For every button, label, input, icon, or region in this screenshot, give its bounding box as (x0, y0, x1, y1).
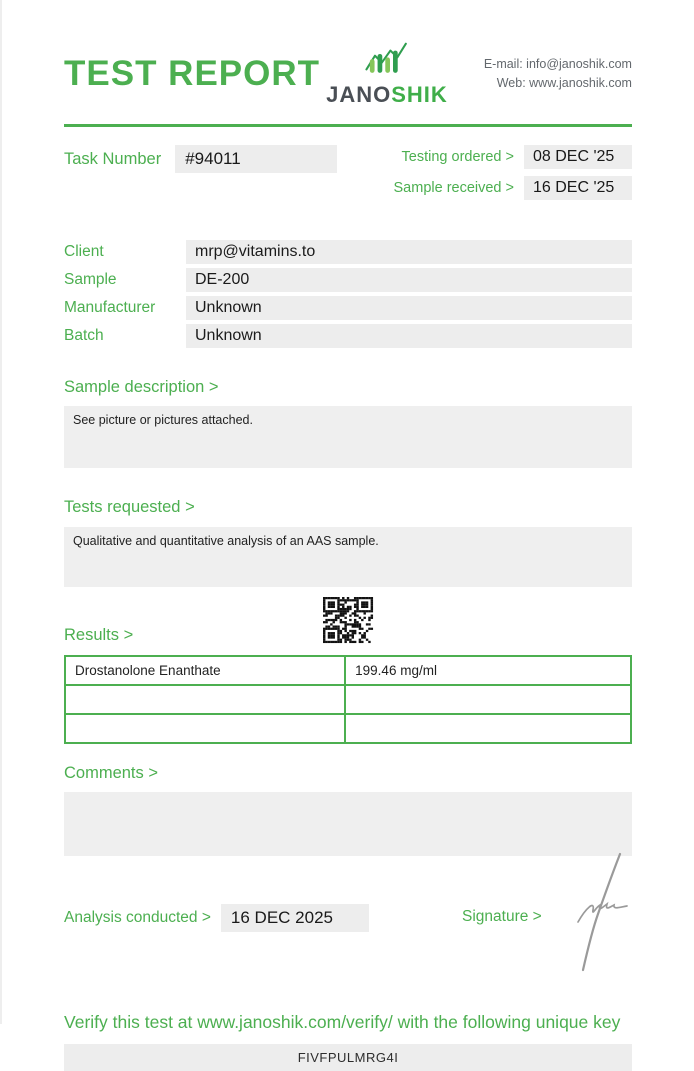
table-row (65, 685, 631, 714)
task-number-group (64, 145, 337, 173)
result-analyte: Drostanolone Enanthate (65, 656, 345, 685)
detail-row-manufacturer (64, 296, 632, 320)
result-value (345, 714, 631, 743)
signature-image (550, 848, 646, 979)
result-value: 199.46 mg/ml (345, 656, 631, 685)
footer-row (64, 870, 632, 998)
tests-requested-heading: Tests requested > (64, 498, 195, 516)
table-row (65, 656, 631, 685)
results-header (64, 599, 632, 649)
detail-row-sample (64, 268, 632, 292)
details-table (64, 240, 632, 348)
detail-row-client (64, 240, 632, 264)
contact-email: E-mail: info@janoshik.com (483, 56, 632, 71)
janoshik-logo (326, 42, 448, 106)
logo-shik: SHIK (391, 82, 448, 107)
tests-requested-box: Qualitative and quantitative analysis of an AAS sample. (64, 527, 632, 587)
sample-received-row (394, 176, 633, 200)
header-divider (64, 124, 632, 127)
detail-label: Sample (64, 271, 117, 288)
dates-group (394, 145, 633, 200)
results-heading: Results > (64, 626, 134, 644)
contact-info (484, 55, 632, 94)
sample-description-heading: Sample description > (64, 378, 219, 396)
logo-wordmark (326, 84, 448, 106)
results-table (64, 655, 632, 744)
unique-key: FIVFPULMRG4I (64, 1044, 632, 1071)
report-header (64, 34, 632, 114)
analysis-group (64, 904, 369, 932)
testing-ordered-label: Testing ordered > (401, 149, 514, 165)
signature-label: Signature > (462, 908, 542, 925)
detail-label: Client (64, 243, 104, 260)
analysis-date: 16 DEC 2025 (221, 904, 369, 932)
detail-row-batch (64, 324, 632, 348)
detail-value: DE-200 (186, 268, 632, 292)
detail-label: Manufacturer (64, 299, 156, 316)
page-title: TEST REPORT (64, 54, 321, 93)
sample-received-label: Sample received > (393, 180, 514, 196)
contact-web: Web: www.janoshik.com (496, 76, 632, 90)
task-row (64, 145, 632, 200)
comments-heading: Comments > (64, 764, 158, 782)
detail-value: Unknown (186, 296, 632, 320)
comments-box (64, 792, 632, 856)
table-row (65, 714, 631, 743)
analysis-conducted-label: Analysis conducted > (64, 909, 211, 926)
qr-code (323, 597, 373, 643)
task-number-value: #94011 (175, 145, 337, 173)
detail-value: Unknown (186, 324, 632, 348)
result-analyte (65, 714, 345, 743)
testing-ordered-date: 08 DEC '25 (524, 145, 632, 169)
testing-ordered-row (394, 145, 633, 169)
sample-received-date: 16 DEC '25 (524, 176, 632, 200)
task-number-label: Task Number (64, 149, 162, 168)
result-value (345, 685, 631, 714)
sample-description-box: See picture or pictures attached. (64, 406, 632, 468)
verify-text: Verify this test at www.janoshik.com/verify/ with the following unique key (64, 1012, 621, 1032)
detail-label: Batch (64, 327, 104, 344)
result-analyte (65, 685, 345, 714)
detail-value: mrp@vitamins.to (186, 240, 632, 264)
growth-chart-icon (361, 65, 413, 82)
logo-jano: JANO (326, 82, 392, 107)
